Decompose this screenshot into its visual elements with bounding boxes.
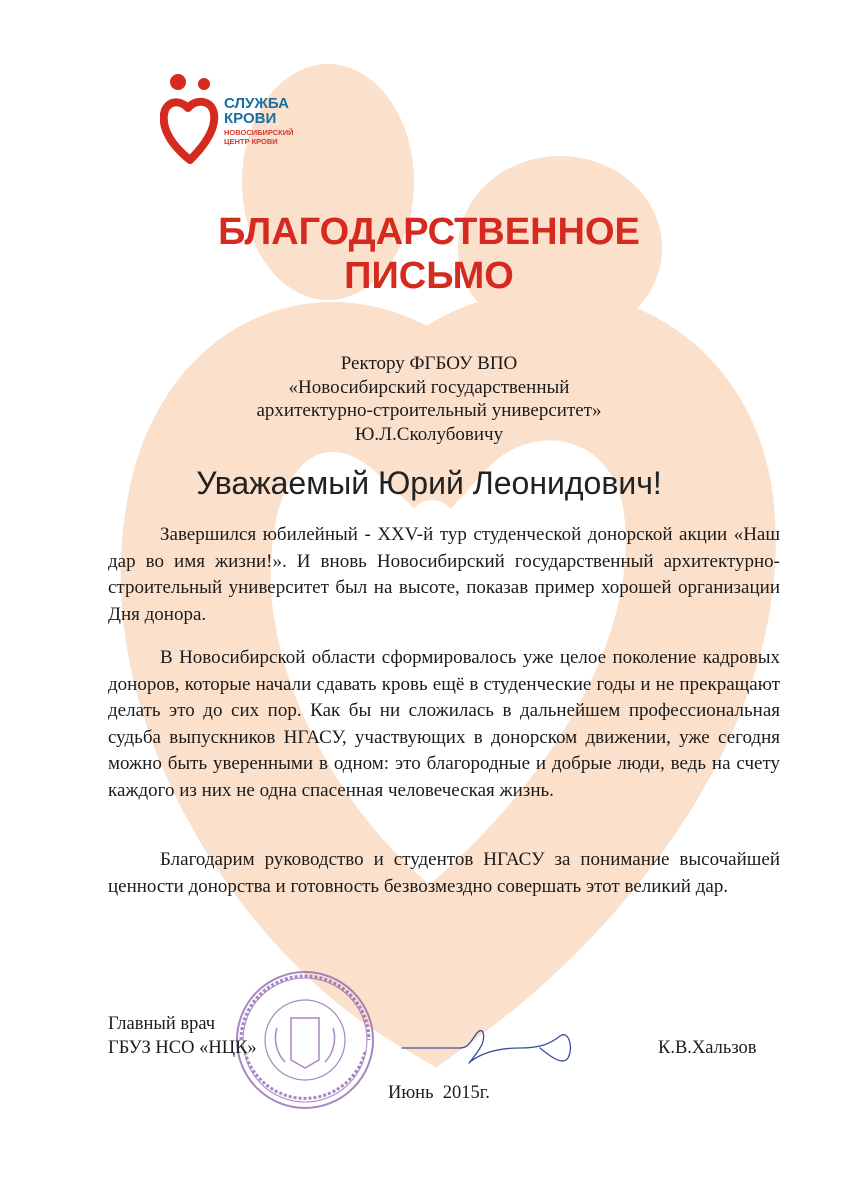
heart-logo-icon	[160, 70, 220, 170]
handwritten-signature	[400, 1018, 580, 1078]
paragraph-3: Благодарим руководство и студентов НГАСУ за понимание высочайшей ценности донорства и готовность безвозмездно совершать этот великий дар.	[108, 849, 780, 897]
paragraph-1: Завершился юбилейный - XXV-й тур студенческой донорской акции «Наш дар во имя жизни!». И вновь Новосибирский государственный архитектурно-строительный университет был на высоте, показав пример хорошей организации Дня донора.	[108, 524, 780, 625]
title-line-1: БЛАГОДАРСТВЕННОЕ	[218, 211, 640, 253]
logo-brand: СЛУЖБА КРОВИ	[224, 95, 289, 127]
signature-position: Главный врач ГБУЗ НСО «НЦК»	[108, 1014, 257, 1058]
logo	[160, 70, 320, 170]
paragraph-2: В Новосибирской области сформировалось уже целое поколение кадровых доноров, которые начали сдавать кровь ещё в студенческие годы и не прекращают делать это до сих пор. Как бы ни сложилась в дальнейшем профессиональная судьба выпускников НГАСУ, участвующих в донорском движении, уже сегодня можно быть уверенными в одном: это благородные и добрые люди, ведь на счету каждого из них не одна спасенная человеческая жизнь.	[108, 647, 780, 801]
greeting: Уважаемый Юрий Леонидович!	[196, 465, 662, 501]
addressee-line: «Новосибирский государственный	[288, 376, 570, 398]
logo-subtitle: НОВОСИБИРСКИЙ ЦЕНТР КРОВИ	[224, 128, 294, 146]
signature-name: К.В.Хальзов	[658, 1038, 757, 1058]
addressee-block	[229, 352, 629, 446]
addressee-line: Ю.Л.Сколубовичу	[354, 423, 504, 445]
letter-date: Июнь 2015г.	[388, 1083, 490, 1103]
addressee-line: Ректору ФГБОУ ВПО	[340, 353, 518, 374]
title-line-2: ПИСЬМО	[344, 255, 514, 297]
addressee-line: архитектурно-строительный университет»	[256, 400, 602, 421]
